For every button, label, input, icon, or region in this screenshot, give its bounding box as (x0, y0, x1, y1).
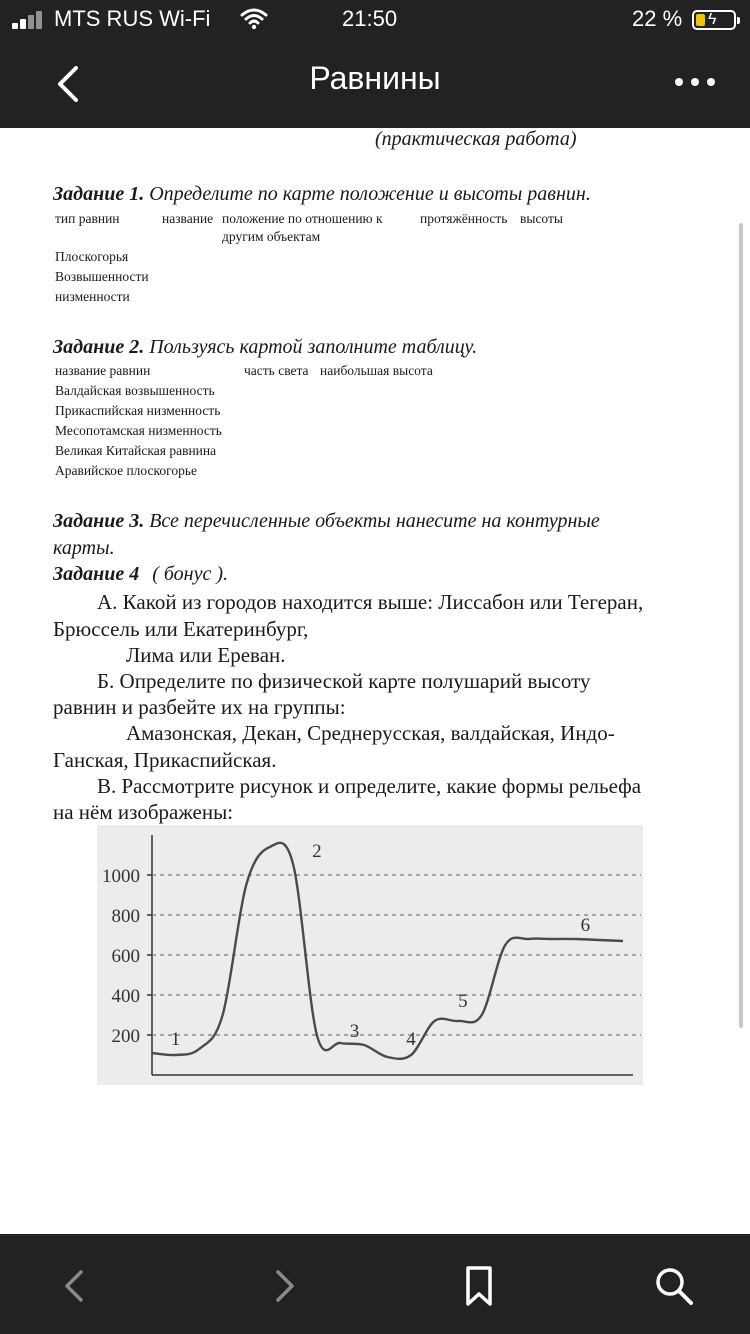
point-label: 2 (312, 841, 322, 862)
point-label: 6 (580, 915, 591, 936)
task2-col-maxheight: наибольшая высота (320, 363, 433, 378)
task1-row: Плоскогорья (55, 249, 129, 264)
more-options-icon[interactable] (670, 70, 720, 94)
task2-row: Великая Китайская равнина (55, 443, 217, 458)
carrier-name: MTS RUS Wi-Fi (54, 6, 211, 31)
relief-profile-chart (97, 825, 643, 1085)
top-bar (0, 0, 750, 128)
arrow-left-icon[interactable] (53, 1264, 97, 1308)
task4-a-line: А. Какой из городов находится выше: Лиссабон или Тегеран, (97, 590, 644, 614)
task4-label: Задание 4 (53, 563, 140, 585)
document-view[interactable] (0, 128, 750, 1234)
task1-row: Возвышенности (55, 269, 149, 284)
task3-text-cont: карты. (53, 537, 115, 559)
task3-heading (53, 510, 600, 533)
point-label: 3 (349, 1021, 360, 1042)
scroll-indicator[interactable] (739, 223, 743, 1028)
y-tick-label: 200 (111, 1026, 140, 1047)
task2-label: Задание 2. (53, 336, 145, 358)
task2-row: Валдайская возвышенность (55, 383, 215, 398)
task2-col-name: название равнин (55, 363, 151, 378)
task4-c-line: на нём изображены: (53, 800, 234, 824)
task2-text: Пользуясь картой заполните таблицу. (149, 336, 478, 358)
y-tick-label: 400 (111, 986, 140, 1007)
battery-icon: ϟ (692, 10, 736, 30)
y-tick-label: 1000 (102, 866, 140, 887)
task1-col-type: тип равнин (55, 211, 120, 226)
task1-row: низменности (55, 289, 130, 304)
point-label: 5 (458, 991, 468, 1012)
point-label: 4 (406, 1029, 416, 1050)
y-tick-label: 600 (111, 946, 140, 967)
task1-col-name: название (162, 211, 214, 226)
task1-col-heights: высоты (520, 211, 563, 226)
task1-col-length: протяжённость (420, 211, 508, 226)
task2-col-continent: часть света (244, 363, 309, 378)
task1-text: Определите по карте положение и высоты равнин. (149, 183, 591, 205)
status-bar (0, 0, 750, 40)
task4-b-line: Б. Определите по физической карте полушарий высоту (97, 669, 591, 693)
task1-col-position: положение по отношению к (222, 211, 383, 226)
wifi-icon (240, 8, 268, 30)
cellular-signal-icon (12, 11, 46, 29)
page-title: Равнины (309, 60, 441, 96)
task3-label: Задание 3. (53, 510, 145, 532)
task4-a-line: Лима или Ереван. (126, 643, 286, 667)
bottom-toolbar (0, 1234, 750, 1334)
doc-subtitle: (практическая работа) (375, 128, 577, 150)
task4-c-line: В. Рассмотрите рисунок и определите, какие формы рельефа (97, 774, 642, 798)
task1-label: Задание 1. (53, 183, 145, 205)
battery-percent: 22 % (632, 6, 683, 31)
bookmark-icon[interactable] (457, 1264, 501, 1308)
y-tick-label: 800 (111, 906, 140, 927)
search-icon[interactable] (652, 1264, 696, 1308)
task4-a-line: Брюссель или Екатеринбург, (53, 617, 309, 641)
task4-bonus: ( бонус ). (152, 563, 228, 585)
task2-row: Прикаспийская низменность (55, 403, 221, 418)
status-time: 21:50 (342, 6, 398, 31)
task1-col-position-2: другим объектам (222, 229, 321, 244)
arrow-right-icon[interactable] (262, 1264, 306, 1308)
task3-text: Все перечисленные объекты нанесите на контурные (149, 510, 600, 532)
relief-profile-figure (97, 825, 643, 1085)
task4-heading (53, 563, 228, 586)
task1-heading (53, 183, 591, 206)
task4-b-line: Ганская, Прикаспийская. (53, 748, 277, 772)
task4-b-line: Амазонская, Декан, Среднерусская, валдайская, Индо- (126, 721, 615, 745)
task4-b-line: равнин и разбейте их на группы: (53, 695, 346, 719)
point-label: 1 (170, 1029, 181, 1050)
task2-heading (53, 336, 477, 359)
task2-row: Аравийское плоскогорье (55, 463, 197, 478)
task2-row: Месопотамская низменность (55, 423, 222, 438)
